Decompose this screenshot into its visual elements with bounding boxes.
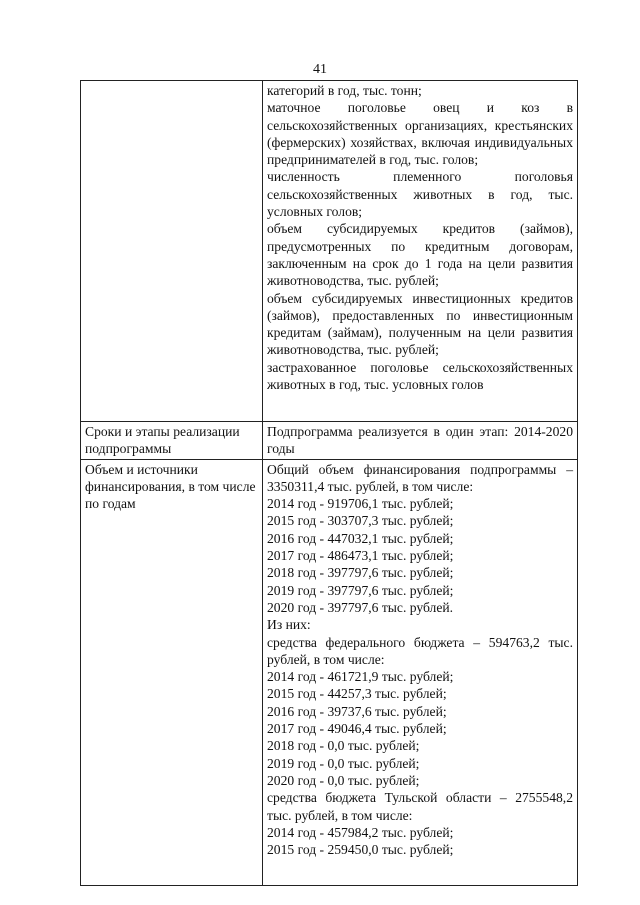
financing-line: 2014 год - 461721,9 тыс. рублей;	[267, 669, 454, 685]
indicators-cell	[263, 81, 578, 422]
financing-line: 2019 год - 0,0 тыс. рублей;	[267, 755, 420, 771]
financing-line: 2020 год - 0,0 тыс. рублей;	[267, 772, 420, 788]
financing-label: Объем и источники финансирования, в том числе по годам	[85, 461, 256, 512]
financing-line: 2017 год - 486473,1 тыс. рублей;	[267, 548, 454, 564]
indicator-item: численность племенного поголовья сельскохозяйственных животных в год, тыс. условных голов;	[267, 169, 573, 220]
indicator-item: маточное поголовье овец и коз в сельскохозяйственных организациях, крестьянских (фермерских) хозяйствах, включая индивидуальных предпринимателей в год, тыс. голов;	[267, 100, 573, 168]
terms-label: Сроки и этапы реализации подпрограммы	[85, 424, 240, 457]
table-row	[81, 422, 578, 460]
page-number: 41	[313, 62, 327, 77]
financing-line: Общий объем финансирования подпрограммы – 3350311,4 тыс. рублей, в том числе:	[267, 461, 573, 494]
row-label-cell	[81, 422, 263, 460]
terms-cell	[263, 422, 578, 460]
financing-line: 2015 год - 44257,3 тыс. рублей;	[267, 686, 447, 702]
financing-line: 2017 год - 49046,4 тыс. рублей;	[267, 721, 447, 737]
financing-line: 2016 год - 39737,6 тыс. рублей;	[267, 703, 447, 719]
indicator-item: объем субсидируемых инвестиционных кредитов (займов), предоставленных по инвестиционным кредитам (займам), полученным на цели развития животноводства, тыс. рублей;	[267, 290, 573, 358]
terms-text: Подпрограмма реализуется в один этап: 2014-2020 годы	[267, 424, 573, 457]
financing-line: 2015 год - 303707,3 тыс. рублей;	[267, 513, 454, 529]
financing-line: Из них:	[267, 617, 311, 633]
financing-line: 2014 год - 919706,1 тыс. рублей;	[267, 496, 454, 512]
financing-line: 2016 год - 447032,1 тыс. рублей;	[267, 530, 454, 546]
passport-table	[80, 80, 578, 886]
indicator-item: застрахованное поголовье сельскохозяйственных животных в год, тыс. условных голов	[267, 359, 573, 393]
row-label-cell	[81, 459, 263, 885]
financing-line: 2018 год - 0,0 тыс. рублей;	[267, 738, 420, 754]
financing-line: 2018 год - 397797,6 тыс. рублей;	[267, 565, 454, 581]
financing-line: средства федерального бюджета – 594763,2 тыс. рублей, в том числе:	[267, 634, 573, 667]
financing-line: средства бюджета Тульской области – 2755548,2 тыс. рублей, в том числе:	[267, 790, 573, 823]
table-row	[81, 81, 578, 422]
financing-line: 2015 год - 259450,0 тыс. рублей;	[267, 842, 454, 858]
indicator-item: категорий в год, тыс. тонн;	[267, 83, 422, 98]
financing-line: 2020 год - 397797,6 тыс. рублей.	[267, 599, 454, 615]
row-label-cell	[81, 81, 263, 422]
indicator-item: объем субсидируемых кредитов (займов), предусмотренных по кредитным договорам, заключенным на срок до 1 года на цели развития животноводства, тыс. рублей;	[267, 221, 573, 289]
table-row	[81, 459, 578, 885]
financing-cell	[263, 459, 578, 885]
financing-line: 2019 год - 397797,6 тыс. рублей;	[267, 582, 454, 598]
financing-line: 2014 год - 457984,2 тыс. рублей;	[267, 824, 454, 840]
